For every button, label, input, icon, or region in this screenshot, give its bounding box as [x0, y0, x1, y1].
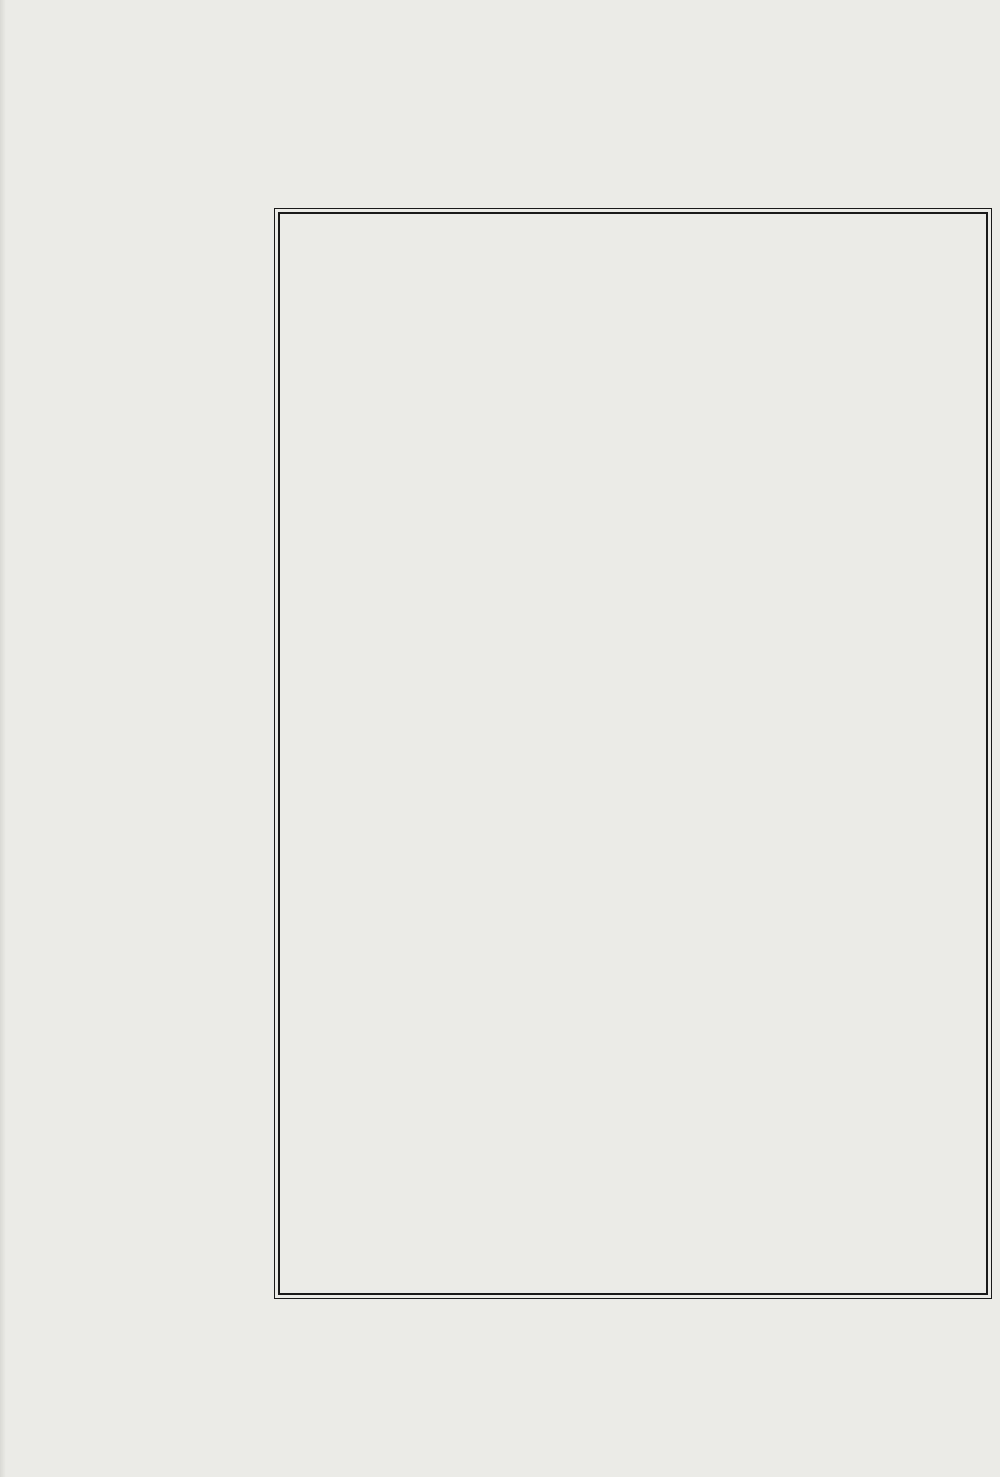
page-edge	[0, 0, 6, 1477]
text-line	[288, 933, 978, 957]
text-frame	[278, 212, 988, 1295]
manuscript-text	[288, 222, 978, 1285]
text-line	[288, 1260, 978, 1284]
text-line	[288, 741, 978, 765]
text-line	[288, 277, 978, 301]
text-line	[288, 222, 978, 246]
text-line	[288, 1097, 978, 1121]
text-line	[288, 1042, 978, 1066]
text-line	[288, 495, 978, 519]
text-line	[288, 687, 978, 711]
text-line	[288, 249, 978, 273]
text-line	[288, 851, 978, 875]
text-line	[288, 413, 978, 437]
text-line	[288, 1206, 978, 1230]
text-line	[288, 441, 978, 465]
text-line	[288, 987, 978, 1011]
text-line	[288, 605, 978, 629]
text-line	[288, 1015, 978, 1039]
text-line	[288, 304, 978, 328]
text-line	[288, 659, 978, 683]
text-line	[288, 1069, 978, 1093]
text-line	[288, 823, 978, 847]
text-line	[288, 769, 978, 793]
text-line	[288, 1151, 978, 1175]
text-line	[288, 359, 978, 383]
text-line	[288, 523, 978, 547]
text-line	[288, 1233, 978, 1257]
text-line	[288, 1178, 978, 1202]
text-line	[288, 960, 978, 984]
text-line	[288, 632, 978, 656]
text-line	[288, 331, 978, 355]
text-line	[288, 1124, 978, 1148]
text-line	[288, 796, 978, 820]
text-line	[288, 386, 978, 410]
section-heading	[288, 714, 978, 738]
text-line	[288, 577, 978, 601]
text-line	[288, 468, 978, 492]
text-line	[288, 878, 978, 902]
text-line	[288, 550, 978, 574]
text-line	[288, 905, 978, 929]
